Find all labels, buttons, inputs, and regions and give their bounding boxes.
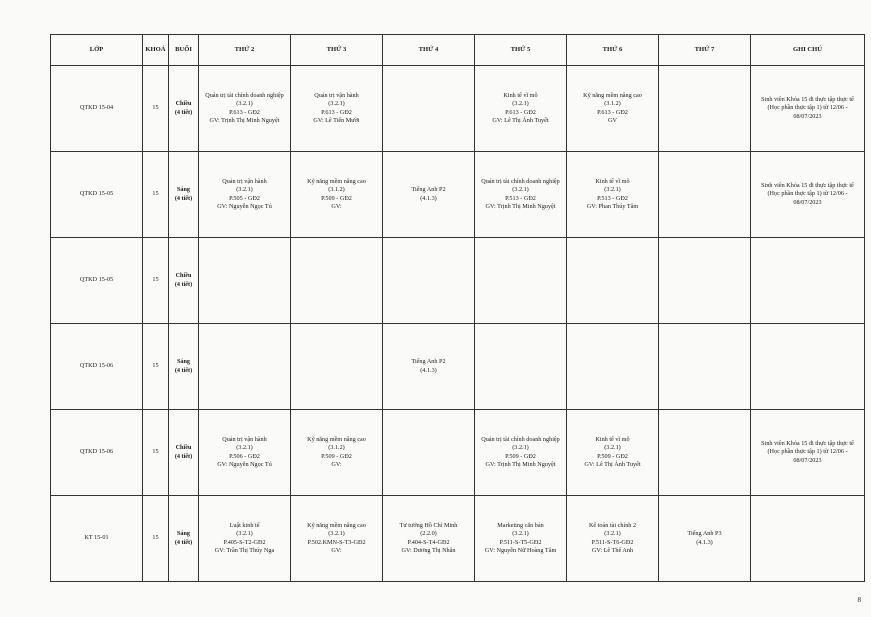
cell-text-line: Sáng	[176, 358, 191, 366]
cell-text-line: (3.2.1)	[512, 100, 529, 108]
class-cell	[51, 152, 143, 238]
cell-text-line: P.405-S-T2-GĐ2	[223, 538, 266, 546]
class-cell	[51, 66, 143, 152]
cell-text-line: P.509 - GĐ2	[321, 194, 352, 202]
cell-text-line: (3.2.1)	[236, 100, 253, 108]
course-cell-thu4	[383, 152, 475, 238]
cell-text-line: GV: Lê Tiến Mười	[313, 116, 360, 124]
header-buoi: BUỔI	[169, 35, 199, 66]
cell-text-line: (4.1.3)	[420, 194, 437, 202]
cell-text-line: P.509 - GĐ2	[505, 452, 536, 460]
course-cell-thu2	[199, 324, 291, 410]
note-cell	[751, 152, 865, 238]
cell-text-line: Marketing căn bản	[497, 521, 544, 529]
cell-text-line: Luật kinh tế	[229, 521, 260, 529]
course-cell-thu2	[199, 496, 291, 582]
session-cell	[169, 496, 199, 582]
course-cell-thu6	[567, 324, 659, 410]
cell-text-line: (4 tiết)	[174, 108, 193, 116]
table-row	[51, 324, 865, 410]
cell-text-line: GV: Nguyễn Nữ Hoàng Tâm	[484, 546, 557, 554]
cell-text-line: Sinh viên Khóa 15 đi thực tập thực tế	[761, 181, 854, 189]
cell-text-line: Kinh tế vĩ mô	[595, 177, 630, 185]
header-khoa: KHOÁ	[143, 35, 169, 66]
course-cell-thu6	[567, 238, 659, 324]
cell-text-line: GV:	[331, 460, 342, 468]
cell-text-line: Kỹ năng mềm nâng cao	[583, 91, 642, 99]
cohort-cell	[143, 410, 169, 496]
cell-text-line: 15	[152, 104, 159, 112]
course-cell-thu3	[291, 496, 383, 582]
cell-text-line: Tiếng Anh P3	[687, 530, 722, 538]
note-cell	[751, 238, 865, 324]
note-cell	[751, 324, 865, 410]
cell-text-line: KT 15-01	[84, 534, 109, 542]
header-thu-6: THỨ 6	[567, 35, 659, 66]
class-cell	[51, 410, 143, 496]
cell-text-line: Kỹ năng mềm nâng cao	[307, 435, 366, 443]
cell-text-line: (3.2.1)	[236, 530, 253, 538]
cell-text-line: (Học phần thực tập 1) từ 12/06 -	[767, 448, 848, 456]
cell-text-line: GV: Trịnh Thị Minh Nguyệt	[485, 202, 556, 210]
table-row	[51, 238, 865, 324]
cell-text-line: (3.2.1)	[236, 444, 253, 452]
cell-text-line: Kinh tế vĩ mô	[503, 91, 538, 99]
course-cell-thu6	[567, 152, 659, 238]
cell-text-line: P.513 - GĐ2	[505, 194, 536, 202]
cohort-cell	[143, 324, 169, 410]
cell-text-line: QTKD 15-06	[79, 448, 114, 456]
cell-text-line: Kỹ năng mềm nâng cao	[307, 521, 366, 529]
cell-text-line: (3.1.2)	[328, 444, 345, 452]
course-cell-thu4	[383, 410, 475, 496]
header-thu-7: THỨ 7	[659, 35, 751, 66]
cell-text-line: GV:	[331, 202, 342, 210]
cell-text-line: Chiều	[175, 444, 192, 452]
cell-text-line: P.613 - GĐ2	[321, 108, 352, 116]
course-cell-thu7	[659, 410, 751, 496]
header-lop: LỚP	[51, 35, 143, 66]
cell-text-line: GV: Lê Thị Ánh Tuyết	[492, 116, 549, 124]
cell-text-line: P.404-S-T4-GĐ2	[407, 538, 450, 546]
note-cell	[751, 496, 865, 582]
cell-text-line: (4.1.3)	[420, 366, 437, 374]
course-cell-thu7	[659, 238, 751, 324]
cell-text-line: Sinh viên Khóa 15 đi thực tập thực tế	[761, 439, 854, 447]
cell-text-line: Sáng	[176, 530, 191, 538]
cell-text-line: Sáng	[176, 186, 191, 194]
cell-text-line: (Học phần thực tập 1) từ 12/06 -	[767, 104, 848, 112]
cell-text-line: P.613 - GĐ2	[505, 108, 536, 116]
cell-text-line: P.511-S-T6-GĐ2	[591, 538, 634, 546]
cell-text-line: (3.2.1)	[236, 186, 253, 194]
course-cell-thu7	[659, 66, 751, 152]
cell-text-line: GV: Lê Thế Anh	[591, 546, 634, 554]
cell-text-line: P.505 - GĐ2	[229, 194, 260, 202]
cell-text-line: GV: Phan Thúy Tâm	[586, 202, 639, 210]
cohort-cell	[143, 152, 169, 238]
cell-text-line: 15	[152, 448, 159, 456]
schedule-body	[51, 66, 865, 582]
cell-text-line: Tiếng Anh P2	[411, 186, 446, 194]
cell-text-line: 15	[152, 534, 159, 542]
cell-text-line: 08/07/2023	[793, 456, 822, 464]
cell-text-line: GV:	[331, 546, 342, 554]
cell-text-line: P.509 - GĐ2	[321, 452, 352, 460]
cohort-cell	[143, 238, 169, 324]
schedule-sheet	[50, 34, 864, 582]
cell-text-line: QTKD 15-05	[79, 190, 114, 198]
header-ghi-chu: GHI CHÚ	[751, 35, 865, 66]
cell-text-line: (Học phần thực tập 1) từ 12/06 -	[767, 190, 848, 198]
table-row	[51, 66, 865, 152]
schedule-table	[50, 34, 865, 582]
cell-text-line: GV: Dương Thị Nhân	[401, 546, 456, 554]
class-cell	[51, 238, 143, 324]
cell-text-line: (3.2.1)	[604, 444, 621, 452]
cell-text-line: (3.2.1)	[328, 100, 345, 108]
cell-text-line: 08/07/2023	[793, 198, 822, 206]
cell-text-line: P.502.KMN-S-T3-GĐ2	[307, 538, 366, 546]
course-cell-thu7	[659, 324, 751, 410]
course-cell-thu4	[383, 496, 475, 582]
cell-text-line: Tư tưởng Hồ Chí Minh	[399, 521, 458, 529]
cell-text-line: GV: Trần Thị Thúy Nga	[214, 546, 275, 554]
course-cell-thu4	[383, 66, 475, 152]
header-thu-4: THỨ 4	[383, 35, 475, 66]
course-cell-thu5	[475, 324, 567, 410]
course-cell-thu5	[475, 152, 567, 238]
cell-text-line: GV	[608, 116, 617, 124]
cell-text-line: Kế toán tài chính 2	[588, 521, 637, 529]
cell-text-line: P.513 - GĐ2	[597, 194, 628, 202]
cell-text-line: (3.2.1)	[512, 444, 529, 452]
page-number: 8	[857, 596, 861, 604]
cell-text-line: Quản trị tài chính doanh nghiệp	[481, 177, 560, 185]
table-row	[51, 152, 865, 238]
cell-text-line: (4 tiết)	[174, 194, 193, 202]
course-cell-thu4	[383, 238, 475, 324]
cell-text-line: P.511-S-T5-GĐ2	[499, 538, 542, 546]
course-cell-thu6	[567, 410, 659, 496]
cell-text-line: GV: Nguyễn Ngọc Tú	[217, 202, 272, 210]
cell-text-line: QTKD 15-04	[79, 104, 114, 112]
cell-text-line: P.509 - GĐ2	[597, 452, 628, 460]
course-cell-thu5	[475, 66, 567, 152]
cell-text-line: Chiều	[175, 100, 192, 108]
course-cell-thu3	[291, 238, 383, 324]
course-cell-thu2	[199, 66, 291, 152]
cohort-cell	[143, 496, 169, 582]
course-cell-thu3	[291, 152, 383, 238]
session-cell	[169, 152, 199, 238]
cell-text-line: 15	[152, 190, 159, 198]
course-cell-thu7	[659, 496, 751, 582]
cell-text-line: QTKD 15-06	[79, 362, 114, 370]
cell-text-line: (4 tiết)	[174, 280, 193, 288]
cell-text-line: Kỹ năng mềm nâng cao	[307, 177, 366, 185]
cell-text-line: GV: Trịnh Thị Minh Nguyệt	[209, 116, 280, 124]
course-cell-thu3	[291, 410, 383, 496]
note-cell	[751, 410, 865, 496]
cell-text-line: 08/07/2023	[793, 112, 822, 120]
course-cell-thu2	[199, 238, 291, 324]
header-thu-3: THỨ 3	[291, 35, 383, 66]
course-cell-thu3	[291, 66, 383, 152]
cell-text-line: P.613 - GĐ2	[597, 108, 628, 116]
session-cell	[169, 324, 199, 410]
course-cell-thu2	[199, 410, 291, 496]
course-cell-thu7	[659, 152, 751, 238]
cell-text-line: QTKD 15-05	[79, 276, 114, 284]
cell-text-line: (4 tiết)	[174, 538, 193, 546]
course-cell-thu6	[567, 496, 659, 582]
cell-text-line: GV: Lê Thị Ánh Tuyết	[584, 460, 641, 468]
cell-text-line: Quản trị vận hành	[222, 177, 267, 185]
session-cell	[169, 66, 199, 152]
cell-text-line: Quản trị tài chính doanh nghiệp	[205, 91, 284, 99]
cell-text-line: (4 tiết)	[174, 452, 193, 460]
table-row	[51, 496, 865, 582]
cell-text-line: Quản trị vận hành	[222, 435, 267, 443]
cell-text-line: 15	[152, 276, 159, 284]
cohort-cell	[143, 66, 169, 152]
cell-text-line: P.506 - GĐ2	[229, 452, 260, 460]
header-row	[51, 35, 865, 66]
course-cell-thu5	[475, 410, 567, 496]
cell-text-line: (3.2.1)	[604, 186, 621, 194]
cell-text-line: (3.1.2)	[328, 186, 345, 194]
cell-text-line: Tiếng Anh P2	[411, 358, 446, 366]
class-cell	[51, 496, 143, 582]
note-cell	[751, 66, 865, 152]
class-cell	[51, 324, 143, 410]
course-cell-thu3	[291, 324, 383, 410]
cell-text-line: Quản trị vận hành	[314, 91, 359, 99]
cell-text-line: Quản trị tài chính doanh nghiệp	[481, 435, 560, 443]
course-cell-thu2	[199, 152, 291, 238]
session-cell	[169, 238, 199, 324]
cell-text-line: (2.2.0)	[420, 530, 437, 538]
cell-text-line: Chiều	[175, 272, 192, 280]
table-row	[51, 410, 865, 496]
cell-text-line: (3.2.1)	[512, 530, 529, 538]
cell-text-line: (3.2.1)	[328, 530, 345, 538]
cell-text-line: GV: Trịnh Thị Minh Nguyệt	[485, 460, 556, 468]
cell-text-line: Sinh viên Khóa 15 đi thực tập thực tế	[761, 95, 854, 103]
cell-text-line: (3.2.1)	[604, 530, 621, 538]
course-cell-thu5	[475, 238, 567, 324]
cell-text-line: GV: Nguyễn Ngọc Tú	[217, 460, 272, 468]
header-thu-2: THỨ 2	[199, 35, 291, 66]
cell-text-line: (4 tiết)	[174, 366, 193, 374]
course-cell-thu4	[383, 324, 475, 410]
course-cell-thu5	[475, 496, 567, 582]
cell-text-line: P.613 - GĐ2	[229, 108, 260, 116]
course-cell-thu6	[567, 66, 659, 152]
cell-text-line: Kinh tế vĩ mô	[595, 435, 630, 443]
session-cell	[169, 410, 199, 496]
cell-text-line: (3.2.1)	[512, 186, 529, 194]
cell-text-line: (4.1.3)	[696, 538, 713, 546]
header-thu-5: THỨ 5	[475, 35, 567, 66]
cell-text-line: 15	[152, 362, 159, 370]
cell-text-line: (3.1.2)	[604, 100, 621, 108]
